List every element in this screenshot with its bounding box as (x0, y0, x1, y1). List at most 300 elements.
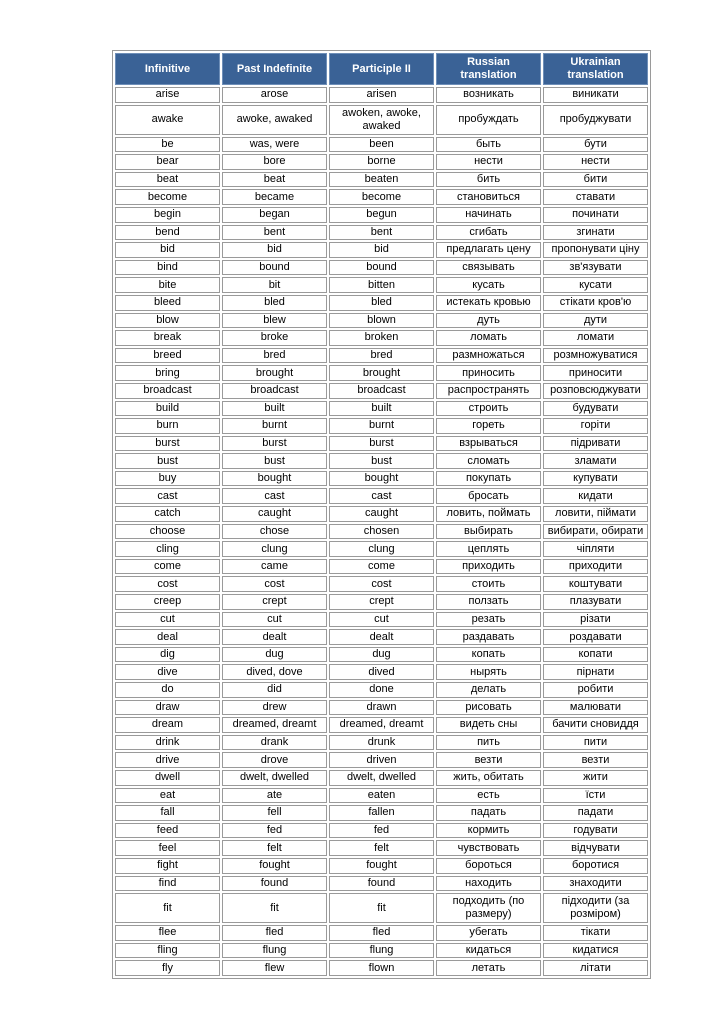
infinitive-cell: catch (115, 506, 220, 522)
participle-ii-cell: borne (329, 154, 434, 170)
header-russian-translation: Russian translation (436, 53, 541, 85)
past-indefinite-cell: cast (222, 488, 327, 504)
infinitive-cell: cling (115, 541, 220, 557)
russian-translation-cell: везти (436, 752, 541, 768)
russian-translation-cell: видеть сны (436, 717, 541, 733)
ukrainian-translation-cell: горіти (543, 418, 648, 434)
table-row (115, 805, 648, 821)
russian-translation-cell: падать (436, 805, 541, 821)
table-row (115, 524, 648, 540)
table-row (115, 943, 648, 959)
past-indefinite-cell: ate (222, 788, 327, 804)
russian-translation-cell: есть (436, 788, 541, 804)
russian-translation-cell: кормить (436, 823, 541, 839)
past-indefinite-cell: dug (222, 647, 327, 663)
ukrainian-translation-cell: чіпляти (543, 541, 648, 557)
ukrainian-translation-cell: розповсюджувати (543, 383, 648, 399)
ukrainian-translation-cell: коштувати (543, 576, 648, 592)
russian-translation-cell: строить (436, 401, 541, 417)
participle-ii-cell: fled (329, 925, 434, 941)
ukrainian-translation-cell: плазувати (543, 594, 648, 610)
infinitive-cell: break (115, 330, 220, 346)
russian-translation-cell: стоить (436, 576, 541, 592)
past-indefinite-cell: dealt (222, 629, 327, 645)
ukrainian-translation-cell: боротися (543, 858, 648, 874)
infinitive-cell: feed (115, 823, 220, 839)
ukrainian-translation-cell: різати (543, 612, 648, 628)
past-indefinite-cell: bit (222, 277, 327, 293)
russian-translation-cell: ловить, поймать (436, 506, 541, 522)
infinitive-cell: be (115, 137, 220, 153)
table-row (115, 700, 648, 716)
past-indefinite-cell: cost (222, 576, 327, 592)
russian-translation-cell: находить (436, 876, 541, 892)
table-row (115, 348, 648, 364)
ukrainian-translation-cell: робити (543, 682, 648, 698)
header-infinitive: Infinitive (115, 53, 220, 85)
table-row (115, 154, 648, 170)
table-row (115, 717, 648, 733)
past-indefinite-cell: drank (222, 735, 327, 751)
past-indefinite-cell: fit (222, 893, 327, 923)
ukrainian-translation-cell: приходити (543, 559, 648, 575)
ukrainian-translation-cell: підходити (за розміром) (543, 893, 648, 923)
participle-ii-cell: fed (329, 823, 434, 839)
participle-ii-cell: blown (329, 313, 434, 329)
participle-ii-cell: come (329, 559, 434, 575)
ukrainian-translation-cell: згинати (543, 225, 648, 241)
infinitive-cell: fit (115, 893, 220, 923)
table-row (115, 840, 648, 856)
participle-ii-cell: fit (329, 893, 434, 923)
table-row (115, 770, 648, 786)
infinitive-cell: bind (115, 260, 220, 276)
ukrainian-translation-cell: зламати (543, 453, 648, 469)
russian-translation-cell: кусать (436, 277, 541, 293)
russian-translation-cell: дуть (436, 313, 541, 329)
russian-translation-cell: бросать (436, 488, 541, 504)
table-row (115, 383, 648, 399)
ukrainian-translation-cell: малювати (543, 700, 648, 716)
ukrainian-translation-cell: купувати (543, 471, 648, 487)
infinitive-cell: bring (115, 365, 220, 381)
past-indefinite-cell: bid (222, 242, 327, 258)
russian-translation-cell: бороться (436, 858, 541, 874)
infinitive-cell: fall (115, 805, 220, 821)
infinitive-cell: fling (115, 943, 220, 959)
table-row (115, 506, 648, 522)
past-indefinite-cell: burnt (222, 418, 327, 434)
participle-ii-cell: cast (329, 488, 434, 504)
table-row (115, 207, 648, 223)
ukrainian-translation-cell: роздавати (543, 629, 648, 645)
ukrainian-translation-cell: їсти (543, 788, 648, 804)
ukrainian-translation-cell: кусати (543, 277, 648, 293)
participle-ii-cell: flung (329, 943, 434, 959)
infinitive-cell: arise (115, 87, 220, 103)
ukrainian-translation-cell: кидатися (543, 943, 648, 959)
table-row (115, 960, 648, 976)
infinitive-cell: find (115, 876, 220, 892)
participle-ii-cell: bent (329, 225, 434, 241)
ukrainian-translation-cell: підривати (543, 436, 648, 452)
participle-ii-cell: awoken, awoke, awaked (329, 105, 434, 135)
table-row (115, 647, 648, 663)
past-indefinite-cell: crept (222, 594, 327, 610)
participle-ii-cell: bred (329, 348, 434, 364)
russian-translation-cell: начинать (436, 207, 541, 223)
russian-translation-cell: резать (436, 612, 541, 628)
infinitive-cell: cast (115, 488, 220, 504)
infinitive-cell: buy (115, 471, 220, 487)
infinitive-cell: burn (115, 418, 220, 434)
participle-ii-cell: been (329, 137, 434, 153)
infinitive-cell: cut (115, 612, 220, 628)
russian-translation-cell: пробуждать (436, 105, 541, 135)
ukrainian-translation-cell: тікати (543, 925, 648, 941)
ukrainian-translation-cell: вибирати, обирати (543, 524, 648, 540)
past-indefinite-cell: awoke, awaked (222, 105, 327, 135)
russian-translation-cell: взрываться (436, 436, 541, 452)
past-indefinite-cell: fell (222, 805, 327, 821)
participle-ii-cell: driven (329, 752, 434, 768)
infinitive-cell: burst (115, 436, 220, 452)
ukrainian-translation-cell: пірнати (543, 664, 648, 680)
past-indefinite-cell: bore (222, 154, 327, 170)
infinitive-cell: broadcast (115, 383, 220, 399)
infinitive-cell: do (115, 682, 220, 698)
past-indefinite-cell: blew (222, 313, 327, 329)
ukrainian-translation-cell: пробуджувати (543, 105, 648, 135)
table-row (115, 453, 648, 469)
infinitive-cell: build (115, 401, 220, 417)
past-indefinite-cell: drew (222, 700, 327, 716)
past-indefinite-cell: came (222, 559, 327, 575)
infinitive-cell: blow (115, 313, 220, 329)
table-row (115, 858, 648, 874)
past-indefinite-cell: was, were (222, 137, 327, 153)
participle-ii-cell: become (329, 189, 434, 205)
participle-ii-cell: dived (329, 664, 434, 680)
table-row (115, 788, 648, 804)
russian-translation-cell: кидаться (436, 943, 541, 959)
participle-ii-cell: built (329, 401, 434, 417)
table-row (115, 172, 648, 188)
ukrainian-translation-cell: пропонувати ціну (543, 242, 648, 258)
ukrainian-translation-cell: бути (543, 137, 648, 153)
russian-translation-cell: бить (436, 172, 541, 188)
table-row (115, 242, 648, 258)
participle-ii-cell: burnt (329, 418, 434, 434)
table-row (115, 735, 648, 751)
ukrainian-translation-cell: починати (543, 207, 648, 223)
participle-ii-cell: found (329, 876, 434, 892)
table-row (115, 594, 648, 610)
participle-ii-cell: broken (329, 330, 434, 346)
ukrainian-translation-cell: падати (543, 805, 648, 821)
ukrainian-translation-cell: нести (543, 154, 648, 170)
header-ukrainian-translation: Ukrainian translation (543, 53, 648, 85)
participle-ii-cell: beaten (329, 172, 434, 188)
past-indefinite-cell: chose (222, 524, 327, 540)
russian-translation-cell: убегать (436, 925, 541, 941)
infinitive-cell: cost (115, 576, 220, 592)
table-row (115, 559, 648, 575)
past-indefinite-cell: became (222, 189, 327, 205)
russian-translation-cell: нести (436, 154, 541, 170)
russian-translation-cell: приносить (436, 365, 541, 381)
table-row (115, 401, 648, 417)
table-row (115, 313, 648, 329)
russian-translation-cell: чувствовать (436, 840, 541, 856)
table-row (115, 541, 648, 557)
participle-ii-cell: cost (329, 576, 434, 592)
header-participle-ii: Participle II (329, 53, 434, 85)
ukrainian-translation-cell: везти (543, 752, 648, 768)
past-indefinite-cell: bound (222, 260, 327, 276)
table-row (115, 488, 648, 504)
table-body (115, 87, 648, 976)
participle-ii-cell: drunk (329, 735, 434, 751)
table-row (115, 105, 648, 135)
past-indefinite-cell: fought (222, 858, 327, 874)
ukrainian-translation-cell: будувати (543, 401, 648, 417)
participle-ii-cell: burst (329, 436, 434, 452)
past-indefinite-cell: fed (222, 823, 327, 839)
past-indefinite-cell: broadcast (222, 383, 327, 399)
infinitive-cell: bleed (115, 295, 220, 311)
participle-ii-cell: brought (329, 365, 434, 381)
infinitive-cell: bite (115, 277, 220, 293)
past-indefinite-cell: cut (222, 612, 327, 628)
russian-translation-cell: возникать (436, 87, 541, 103)
table-row (115, 925, 648, 941)
russian-translation-cell: ломать (436, 330, 541, 346)
infinitive-cell: flee (115, 925, 220, 941)
past-indefinite-cell: flew (222, 960, 327, 976)
infinitive-cell: dig (115, 647, 220, 663)
russian-translation-cell: сгибать (436, 225, 541, 241)
infinitive-cell: bust (115, 453, 220, 469)
table-row (115, 436, 648, 452)
participle-ii-cell: begun (329, 207, 434, 223)
ukrainian-translation-cell: ловити, піймати (543, 506, 648, 522)
ukrainian-translation-cell: ставати (543, 189, 648, 205)
russian-translation-cell: пить (436, 735, 541, 751)
ukrainian-translation-cell: приносити (543, 365, 648, 381)
past-indefinite-cell: burst (222, 436, 327, 452)
past-indefinite-cell: built (222, 401, 327, 417)
participle-ii-cell: dreamed, dreamt (329, 717, 434, 733)
ukrainian-translation-cell: бити (543, 172, 648, 188)
russian-translation-cell: выбирать (436, 524, 541, 540)
table-row (115, 295, 648, 311)
infinitive-cell: fly (115, 960, 220, 976)
past-indefinite-cell: began (222, 207, 327, 223)
infinitive-cell: drive (115, 752, 220, 768)
participle-ii-cell: dug (329, 647, 434, 663)
participle-ii-cell: eaten (329, 788, 434, 804)
participle-ii-cell: bid (329, 242, 434, 258)
participle-ii-cell: fallen (329, 805, 434, 821)
table-row (115, 682, 648, 698)
infinitive-cell: bend (115, 225, 220, 241)
participle-ii-cell: bound (329, 260, 434, 276)
participle-ii-cell: clung (329, 541, 434, 557)
infinitive-cell: begin (115, 207, 220, 223)
past-indefinite-cell: bled (222, 295, 327, 311)
russian-translation-cell: летать (436, 960, 541, 976)
participle-ii-cell: arisen (329, 87, 434, 103)
participle-ii-cell: drawn (329, 700, 434, 716)
table-row (115, 664, 648, 680)
table-row (115, 277, 648, 293)
participle-ii-cell: flown (329, 960, 434, 976)
table-row (115, 87, 648, 103)
ukrainian-translation-cell: дути (543, 313, 648, 329)
russian-translation-cell: связывать (436, 260, 541, 276)
past-indefinite-cell: found (222, 876, 327, 892)
infinitive-cell: choose (115, 524, 220, 540)
table-row (115, 260, 648, 276)
russian-translation-cell: быть (436, 137, 541, 153)
participle-ii-cell: bust (329, 453, 434, 469)
past-indefinite-cell: bought (222, 471, 327, 487)
infinitive-cell: dwell (115, 770, 220, 786)
past-indefinite-cell: brought (222, 365, 327, 381)
participle-ii-cell: dealt (329, 629, 434, 645)
russian-translation-cell: предлагать цену (436, 242, 541, 258)
participle-ii-cell: bitten (329, 277, 434, 293)
russian-translation-cell: гореть (436, 418, 541, 434)
russian-translation-cell: жить, обитать (436, 770, 541, 786)
infinitive-cell: creep (115, 594, 220, 610)
ukrainian-translation-cell: кидати (543, 488, 648, 504)
russian-translation-cell: раздавать (436, 629, 541, 645)
table-row (115, 189, 648, 205)
past-indefinite-cell: arose (222, 87, 327, 103)
russian-translation-cell: цеплять (436, 541, 541, 557)
participle-ii-cell: bled (329, 295, 434, 311)
russian-translation-cell: нырять (436, 664, 541, 680)
infinitive-cell: deal (115, 629, 220, 645)
infinitive-cell: bid (115, 242, 220, 258)
participle-ii-cell: felt (329, 840, 434, 856)
infinitive-cell: breed (115, 348, 220, 364)
past-indefinite-cell: broke (222, 330, 327, 346)
table-row (115, 225, 648, 241)
infinitive-cell: feel (115, 840, 220, 856)
participle-ii-cell: fought (329, 858, 434, 874)
table-row (115, 823, 648, 839)
ukrainian-translation-cell: розмножуватися (543, 348, 648, 364)
russian-translation-cell: размножаться (436, 348, 541, 364)
participle-ii-cell: caught (329, 506, 434, 522)
russian-translation-cell: сломать (436, 453, 541, 469)
past-indefinite-cell: beat (222, 172, 327, 188)
past-indefinite-cell: bred (222, 348, 327, 364)
participle-ii-cell: done (329, 682, 434, 698)
past-indefinite-cell: flung (222, 943, 327, 959)
participle-ii-cell: broadcast (329, 383, 434, 399)
ukrainian-translation-cell: годувати (543, 823, 648, 839)
russian-translation-cell: распространять (436, 383, 541, 399)
irregular-verbs-table (112, 50, 651, 979)
participle-ii-cell: cut (329, 612, 434, 628)
table-row (115, 471, 648, 487)
past-indefinite-cell: dreamed, dreamt (222, 717, 327, 733)
infinitive-cell: beat (115, 172, 220, 188)
table-row (115, 629, 648, 645)
infinitive-cell: draw (115, 700, 220, 716)
table-row (115, 365, 648, 381)
ukrainian-translation-cell: бачити сновиддя (543, 717, 648, 733)
ukrainian-translation-cell: знаходити (543, 876, 648, 892)
ukrainian-translation-cell: відчувати (543, 840, 648, 856)
russian-translation-cell: копать (436, 647, 541, 663)
russian-translation-cell: подходить (по размеру) (436, 893, 541, 923)
past-indefinite-cell: caught (222, 506, 327, 522)
participle-ii-cell: bought (329, 471, 434, 487)
russian-translation-cell: покупать (436, 471, 541, 487)
ukrainian-translation-cell: ломати (543, 330, 648, 346)
russian-translation-cell: ползать (436, 594, 541, 610)
infinitive-cell: dream (115, 717, 220, 733)
ukrainian-translation-cell: стікати кров'ю (543, 295, 648, 311)
ukrainian-translation-cell: виникати (543, 87, 648, 103)
russian-translation-cell: приходить (436, 559, 541, 575)
ukrainian-translation-cell: копати (543, 647, 648, 663)
table-row (115, 137, 648, 153)
infinitive-cell: come (115, 559, 220, 575)
table-row (115, 612, 648, 628)
russian-translation-cell: делать (436, 682, 541, 698)
infinitive-cell: become (115, 189, 220, 205)
past-indefinite-cell: clung (222, 541, 327, 557)
russian-translation-cell: становиться (436, 189, 541, 205)
participle-ii-cell: chosen (329, 524, 434, 540)
table-row (115, 876, 648, 892)
past-indefinite-cell: bust (222, 453, 327, 469)
participle-ii-cell: crept (329, 594, 434, 610)
table-row (115, 418, 648, 434)
ukrainian-translation-cell: пити (543, 735, 648, 751)
infinitive-cell: awake (115, 105, 220, 135)
ukrainian-translation-cell: жити (543, 770, 648, 786)
past-indefinite-cell: drove (222, 752, 327, 768)
past-indefinite-cell: felt (222, 840, 327, 856)
participle-ii-cell: dwelt, dwelled (329, 770, 434, 786)
ukrainian-translation-cell: літати (543, 960, 648, 976)
table-row (115, 893, 648, 923)
header-past-indefinite: Past Indefinite (222, 53, 327, 85)
table-header-row (115, 53, 648, 85)
table-row (115, 752, 648, 768)
table-row (115, 576, 648, 592)
russian-translation-cell: рисовать (436, 700, 541, 716)
infinitive-cell: drink (115, 735, 220, 751)
infinitive-cell: dive (115, 664, 220, 680)
infinitive-cell: bear (115, 154, 220, 170)
infinitive-cell: fight (115, 858, 220, 874)
past-indefinite-cell: fled (222, 925, 327, 941)
past-indefinite-cell: bent (222, 225, 327, 241)
past-indefinite-cell: dwelt, dwelled (222, 770, 327, 786)
past-indefinite-cell: did (222, 682, 327, 698)
infinitive-cell: eat (115, 788, 220, 804)
russian-translation-cell: истекать кровью (436, 295, 541, 311)
ukrainian-translation-cell: зв'язувати (543, 260, 648, 276)
